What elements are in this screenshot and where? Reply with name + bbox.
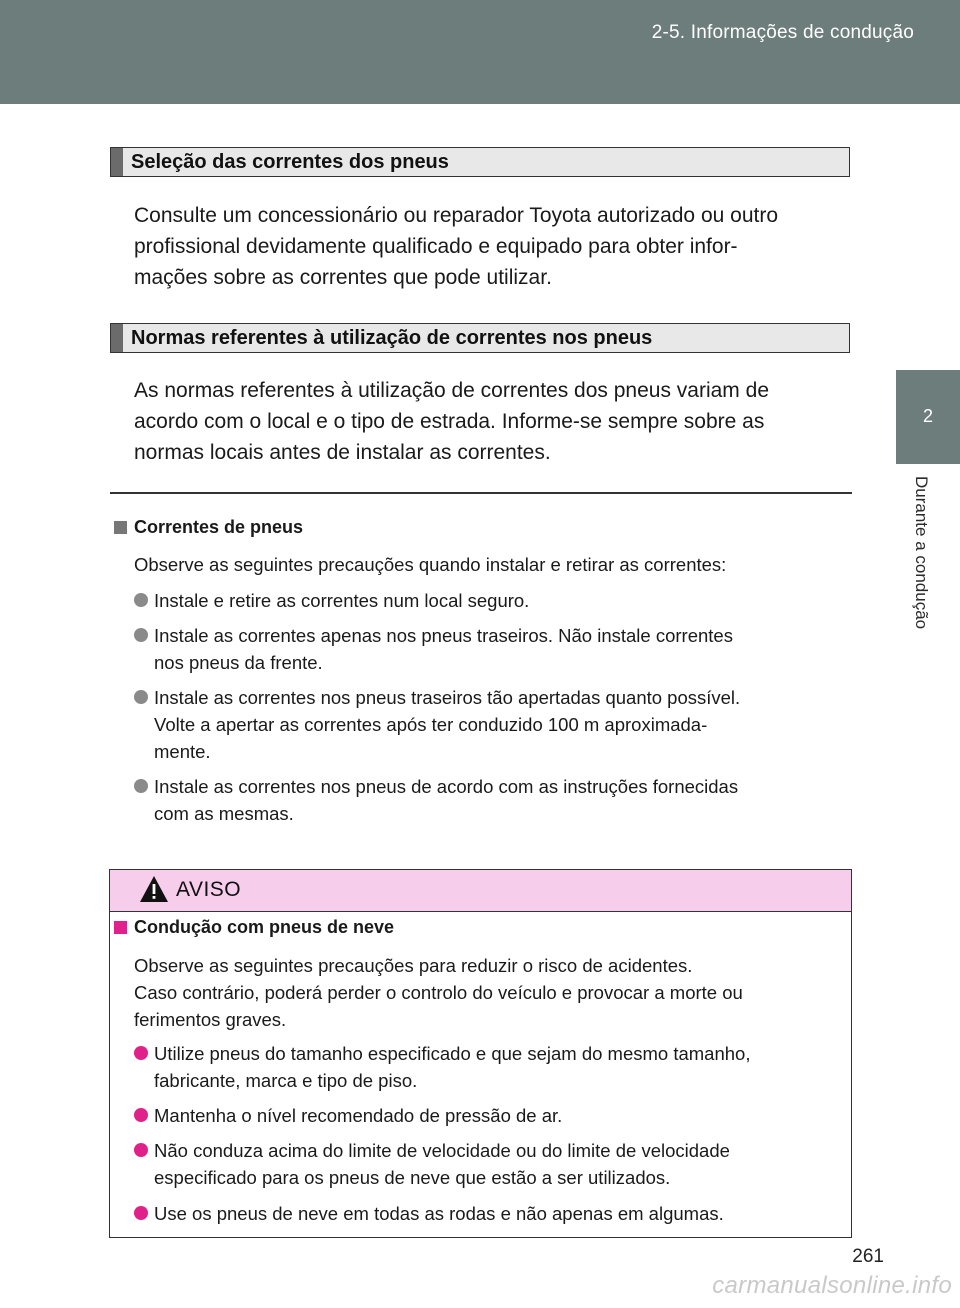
warning-heading (114, 917, 394, 938)
chapter-title: 2-5. Informações de condução (651, 22, 914, 43)
bullet-icon (134, 690, 148, 704)
bullet-icon (134, 1143, 148, 1157)
warning-list-item (134, 1200, 842, 1227)
text-line: Instale e retire as correntes num local seguro. (154, 590, 530, 611)
section-paragraph (134, 200, 846, 293)
text-line: As normas referentes à utilização de correntes dos pneus variam de (134, 379, 769, 402)
section-heading-chain-regulations (110, 323, 850, 353)
text-line: Caso contrário, poderá perder o controlo do veículo e provocar a morte ou (134, 982, 743, 1003)
text-line: normas locais antes de instalar as correntes. (134, 441, 551, 464)
chapter-tab (896, 370, 960, 464)
square-bullet-icon (114, 521, 127, 534)
bullet-icon (134, 1108, 148, 1122)
divider (110, 492, 852, 494)
text-line: especificado para os pneus de neve que estão a ser utilizados. (154, 1167, 671, 1188)
square-bullet-icon (114, 921, 127, 934)
bullet-icon (134, 593, 148, 607)
page-number: 261 (852, 1246, 884, 1267)
warning-list-item (134, 1040, 842, 1094)
section-heading-chain-selection (110, 147, 850, 177)
text-line: Use os pneus de neve em todas as rodas e não apenas em algumas. (154, 1203, 724, 1224)
bullet-icon (134, 779, 148, 793)
chapter-tab-label: Durante a condução (912, 476, 931, 630)
text-line: Volte a apertar as correntes após ter conduzido 100 m aproximada- (154, 714, 708, 735)
text-line: profissional devidamente qualificado e equipado para obter infor- (134, 235, 738, 258)
note-heading (114, 517, 303, 538)
list-item (134, 773, 832, 827)
text-line: Mantenha o nível recomendado de pressão de ar. (154, 1105, 563, 1126)
list-item (134, 587, 832, 614)
bullet-icon (134, 1206, 148, 1220)
text-line: Instale as correntes apenas nos pneus traseiros. Não instale correntes (154, 625, 733, 646)
list-item (134, 684, 832, 765)
text-line: Instale as correntes nos pneus traseiros tão apertadas quanto possível. (154, 687, 741, 708)
text-line: Consulte um concessionário ou reparador Toyota autorizado ou outro (134, 204, 779, 227)
section-paragraph (134, 375, 846, 468)
text-line: Observe as seguintes precauções para reduzir o risco de acidentes. (134, 955, 693, 976)
warning-intro (134, 952, 842, 1033)
page-header (0, 0, 960, 104)
warning-header (110, 870, 851, 912)
section-title: Normas referentes à utilização de correntes nos pneus (131, 327, 653, 349)
warning-list-item (134, 1137, 842, 1191)
text-line: mações sobre as correntes que pode utilizar. (134, 266, 552, 289)
text-line: ferimentos graves. (134, 1009, 287, 1030)
text-line: acordo com o local e o tipo de estrada. Informe-se sempre sobre as (134, 410, 765, 433)
text-line: com as mesmas. (154, 803, 294, 824)
text-line: Instale as correntes nos pneus de acordo com as instruções fornecidas (154, 776, 739, 797)
watermark: carmanualsonline.info (712, 1272, 952, 1299)
bullet-icon (134, 1046, 148, 1060)
heading-bar (111, 148, 123, 176)
text-line: Utilize pneus do tamanho especificado e que sejam do mesmo tamanho, (154, 1043, 751, 1064)
warning-label: AVISO (176, 878, 242, 901)
text-line: fabricante, marca e tipo de piso. (154, 1070, 418, 1091)
warning-heading-text: Condução com pneus de neve (134, 917, 395, 937)
text-line: mente. (154, 741, 211, 762)
bullet-icon (134, 628, 148, 642)
text-line: nos pneus da frente. (154, 652, 323, 673)
heading-bar (111, 324, 123, 352)
note-intro: Observe as seguintes precauções quando instalar e retirar as correntes: (134, 554, 727, 575)
chapter-number: 2 (922, 406, 933, 426)
text-line: Não conduza acima do limite de velocidade ou do limite de velocidade (154, 1140, 730, 1161)
list-item (134, 622, 832, 676)
note-title: Correntes de pneus (134, 517, 304, 537)
section-title: Seleção das correntes dos pneus (131, 151, 449, 173)
warning-list-item (134, 1102, 842, 1129)
warning-triangle-icon (138, 874, 170, 904)
